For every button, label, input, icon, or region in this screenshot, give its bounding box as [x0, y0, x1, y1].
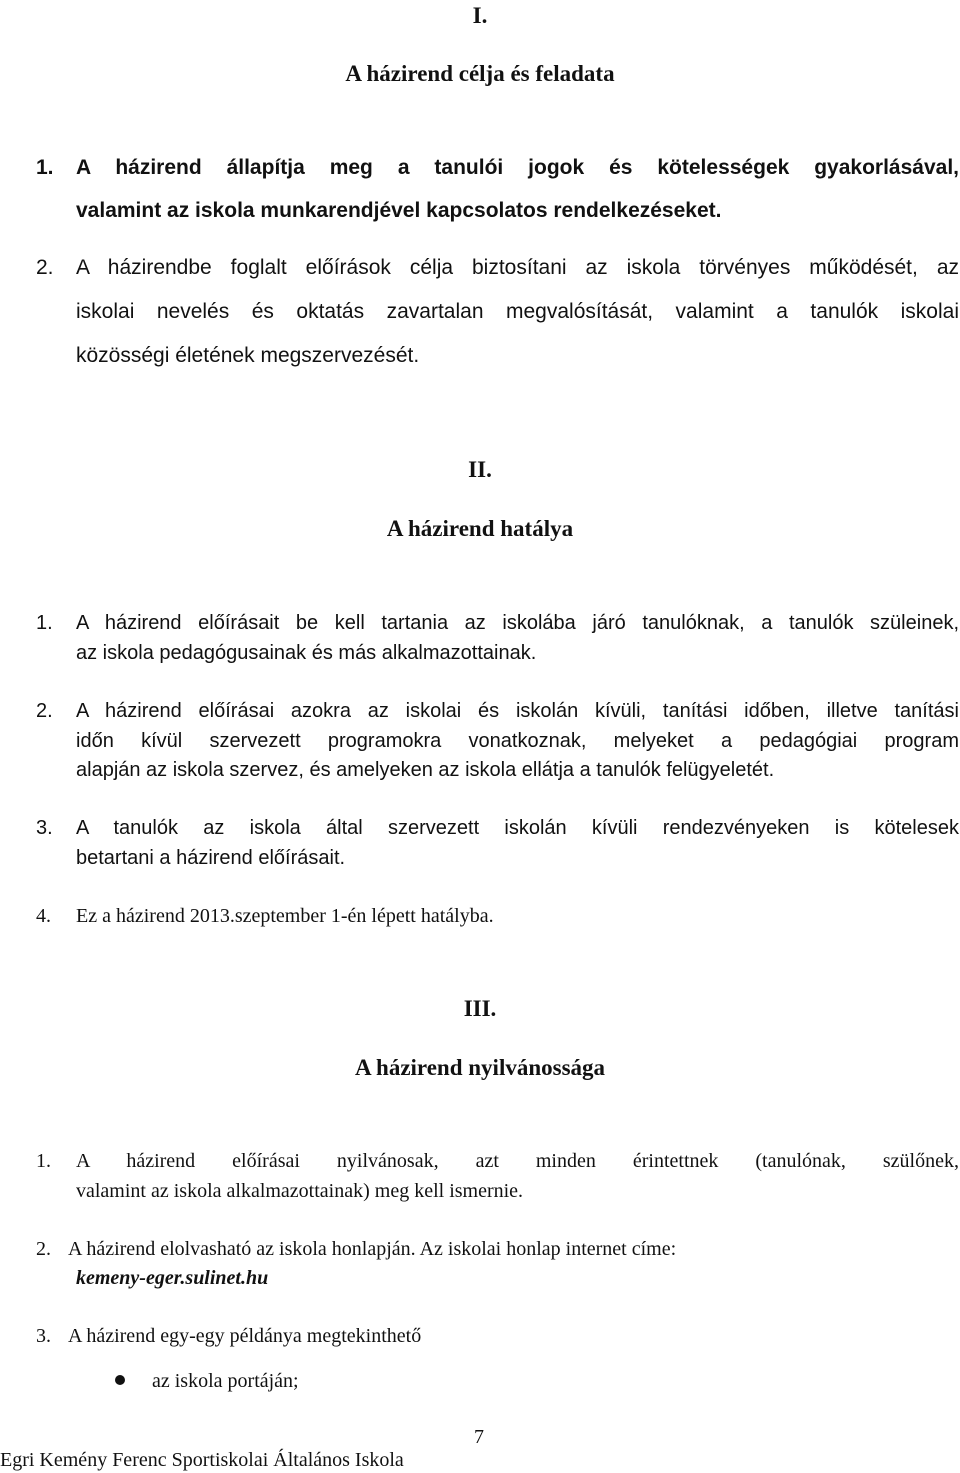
s1-item-2-number: 2.	[36, 256, 54, 279]
page-number: 7	[474, 1426, 484, 1448]
s1-item-1-line-1: A házirend állapítja meg a tanulói jogok és kötelességek gyakorlásával,	[76, 156, 959, 179]
s3-item-2-line-1: A házirend elolvasható az iskola honlapján. Az iskolai honlap internet címe:	[68, 1238, 677, 1260]
s3-item-1-number: 1.	[36, 1150, 51, 1172]
section-2-title: A házirend hatálya	[386, 516, 574, 541]
s2-item-1-number: 1.	[36, 612, 53, 634]
bullet-item: az iskola portáján;	[152, 1370, 299, 1392]
s2-item-3-line-1: A tanulók az iskola által szervezett iskolán kívüli rendezvényeken is kötelesek	[76, 817, 959, 839]
s1-item-2-line-1: A házirendbe foglalt előírások célja biztosítani az iskola törvényes működését, az	[76, 256, 959, 279]
s1-item-1-line-2: valamint az iskola munkarendjével kapcsolatos rendelkezéseket.	[76, 199, 722, 222]
s3-item-1-line-1: A házirend előírásai nyilvánosak, azt minden érintettnek (tanulónak, szülőnek,	[76, 1150, 959, 1172]
s1-item-2-line-2: iskolai nevelés és oktatás zavartalan megvalósítását, valamint a tanulók iskolai	[76, 300, 959, 323]
s2-item-2-line-2: időn kívül szervezett programokra vonatkoznak, melyeket a pedagógiai program	[76, 730, 959, 752]
website-link[interactable]: kemeny-eger.sulinet.hu	[76, 1267, 269, 1289]
s2-item-2-line-3: alapján az iskola szervez, és amelyeken az iskola ellátja a tanulók felügyeletét.	[76, 759, 775, 781]
s2-item-4-line-1: Ez a házirend 2013.szeptember 1-én lépett hatályba.	[76, 905, 494, 927]
s2-item-1-line-2: az iskola pedagógusainak és más alkalmazottainak.	[76, 642, 537, 664]
s3-item-3-number: 3.	[36, 1325, 51, 1347]
s2-item-4-number: 4.	[36, 905, 51, 927]
section-3-numeral: III.	[463, 996, 497, 1021]
s2-item-3-number: 3.	[36, 817, 53, 839]
footer-school-name: Egri Kemény Ferenc Sportiskolai Általános Iskola	[0, 1449, 404, 1471]
s3-item-2-number: 2.	[36, 1238, 51, 1260]
section-3-title: A házirend nyilvánossága	[354, 1055, 606, 1080]
s3-item-1-line-2: valamint az iskola alkalmazottainak) meg kell ismernie.	[76, 1180, 524, 1202]
section-2-numeral: II.	[468, 457, 492, 482]
s2-item-2-number: 2.	[36, 700, 53, 722]
s3-item-3-line-1: A házirend egy-egy példánya megtekinthető	[68, 1325, 422, 1347]
bullet-icon	[115, 1375, 125, 1385]
section-1-title: A házirend célja és feladata	[345, 61, 615, 86]
s2-item-1-line-1: A házirend előírásait be kell tartania az iskolába járó tanulóknak, a tanulók szüleinek,	[76, 612, 959, 634]
s2-item-3-line-2: betartani a házirend előírásait.	[76, 847, 346, 869]
s1-item-1-number: 1.	[36, 156, 54, 179]
section-1-numeral: I.	[472, 3, 488, 28]
s1-item-2-line-3: közösségi életének megszervezését.	[76, 344, 420, 367]
s2-item-2-line-1: A házirend előírásai azokra az iskolai és iskolán kívüli, tanítási időben, illetve tanítási	[76, 700, 959, 722]
